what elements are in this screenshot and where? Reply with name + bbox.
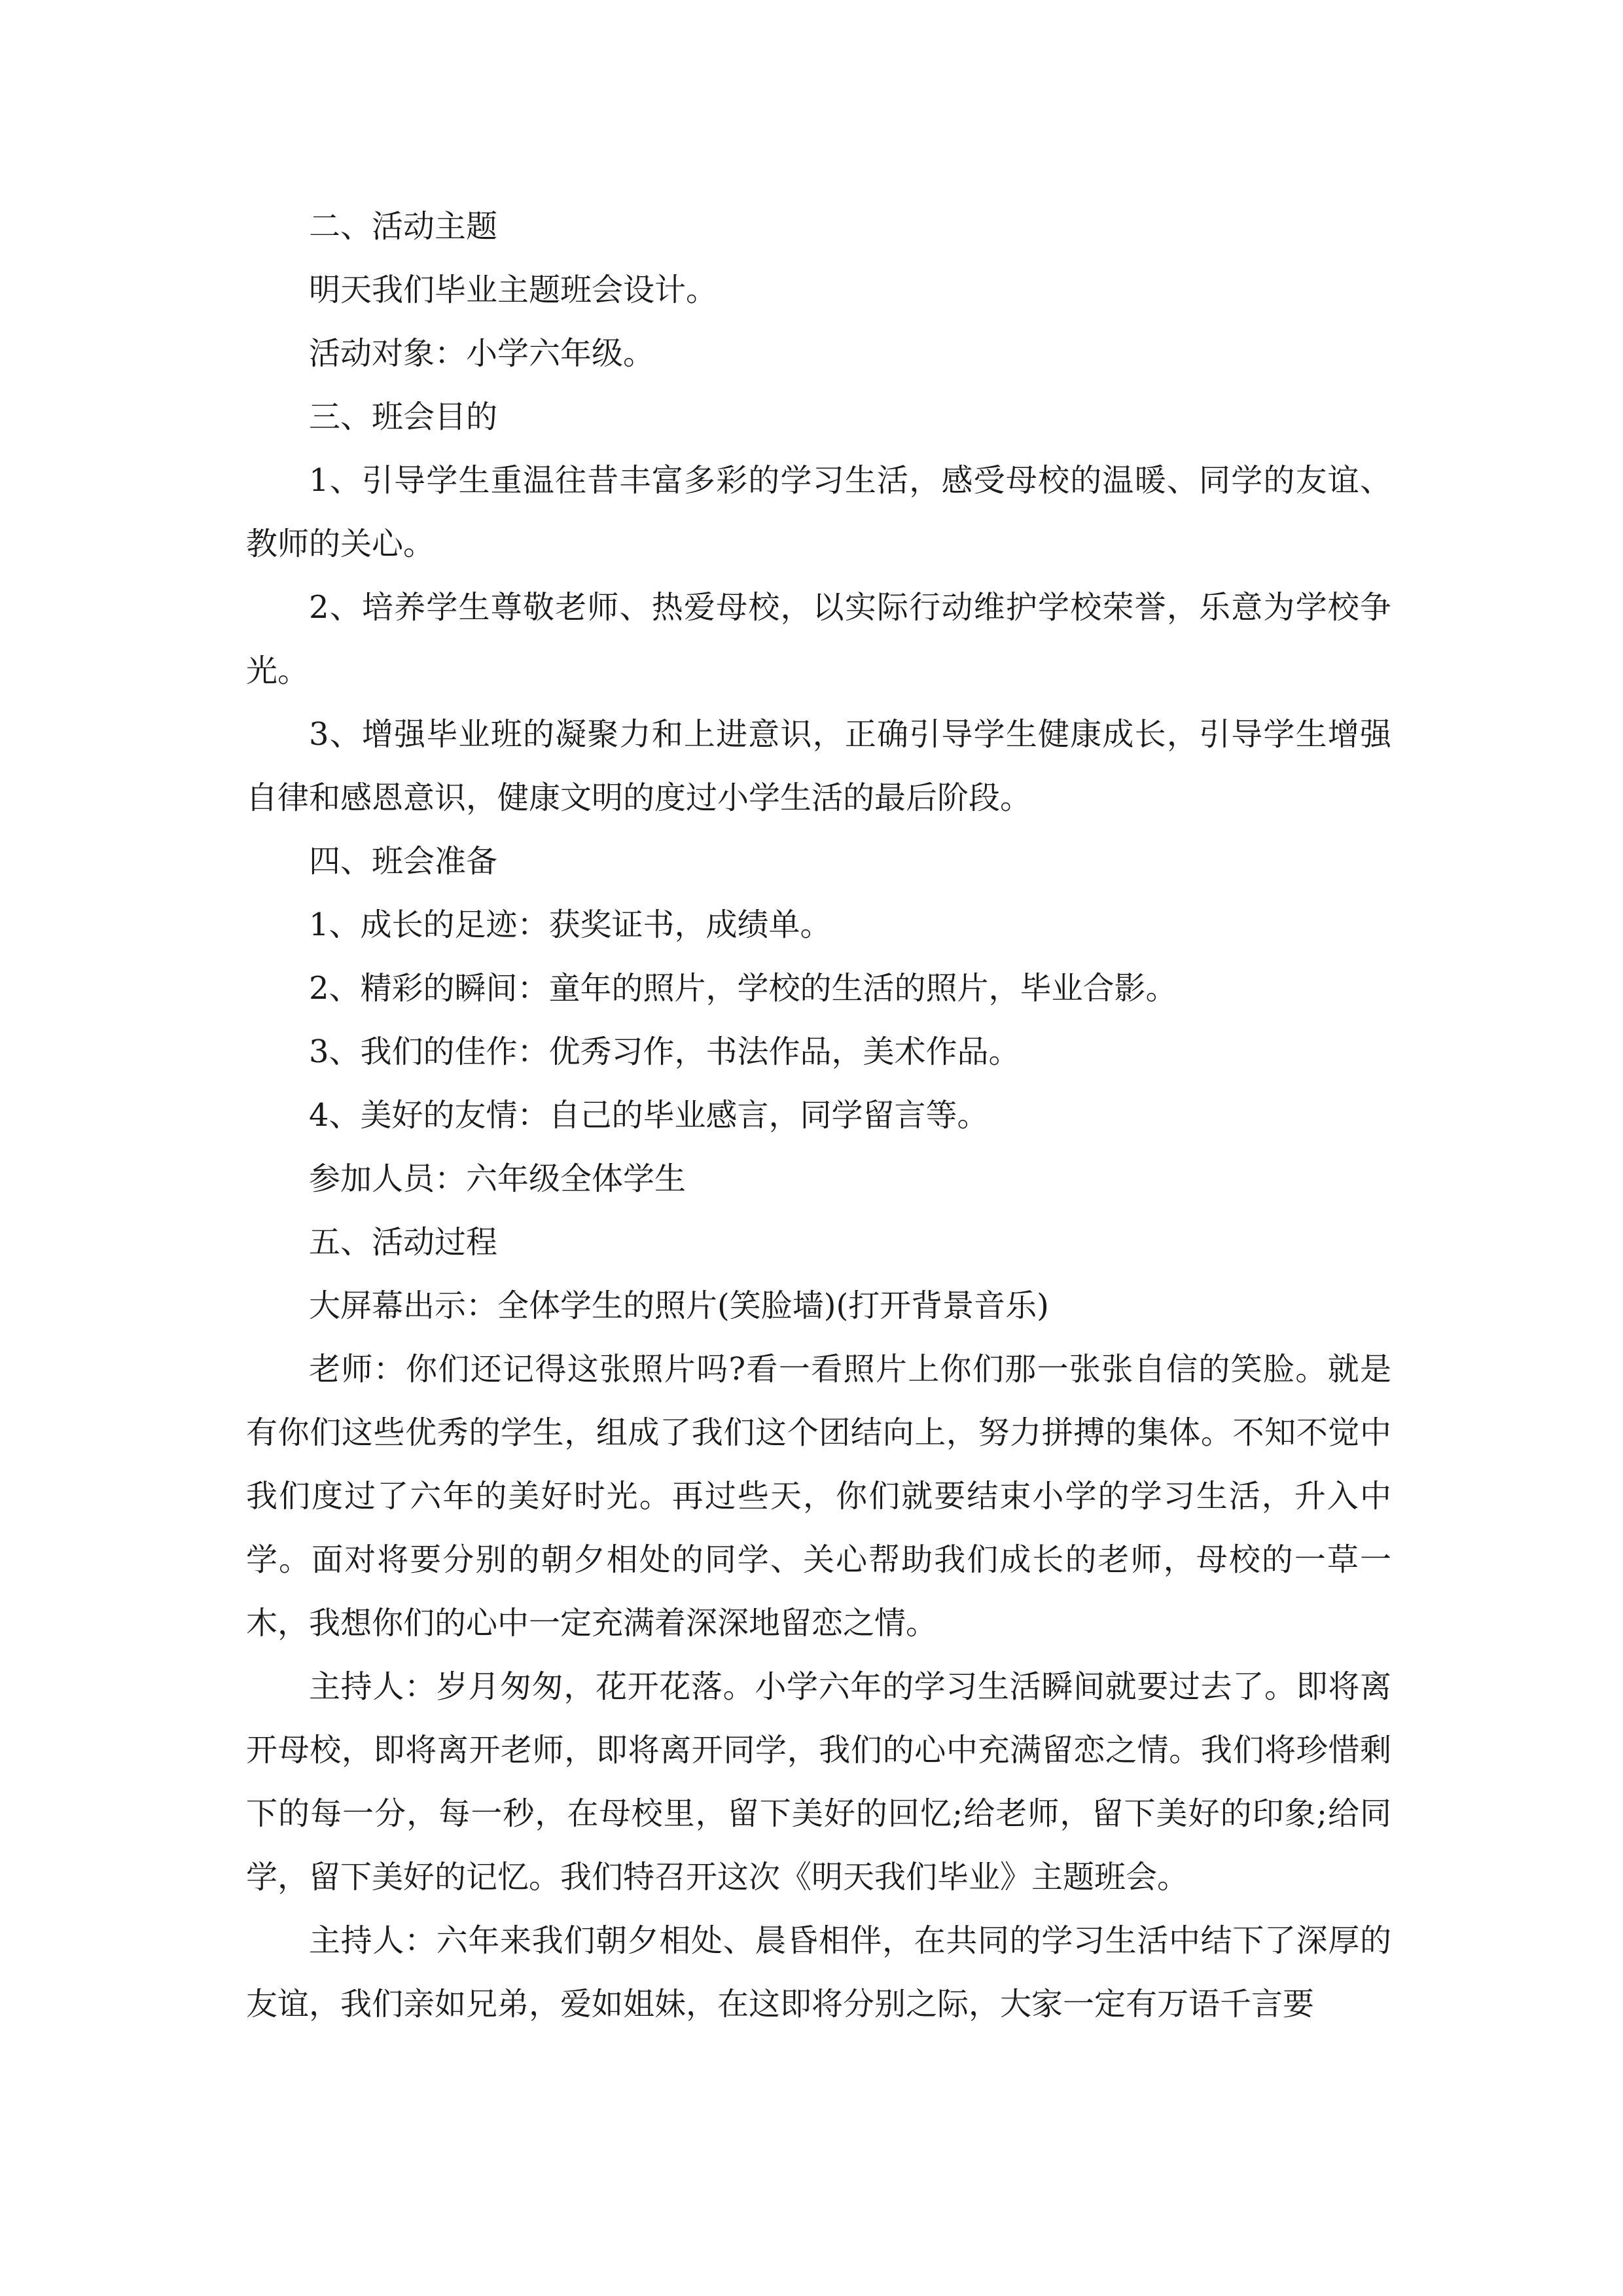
- section-heading-process: 五、活动过程: [309, 1224, 498, 1261]
- paragraph-target-audience: 活动对象：小学六年级。: [309, 335, 655, 372]
- paragraph-preparation-4: 4、美好的友情：自己的毕业感言，同学留言等。: [309, 1097, 989, 1134]
- section-heading-activity-theme: 二、活动主题: [309, 208, 498, 245]
- section-heading-preparation: 四、班会准备: [309, 843, 498, 880]
- paragraph-participants: 参加人员：六年级全体学生: [309, 1160, 687, 1197]
- paragraph-teacher-speech: 老师：你们还记得这张照片吗?看一看照片上你们那一张张自信的笑脸。就是有你们这些优秀的学生，组成了我们这个团结向上，努力拼搏的集体。不知不觉中我们度过了六年的美好时光。再过些天，你们就要结束小学的学习生活，升入中学。面对将要分别的朝夕相处的同学、关心帮助我们成长的老师，母校的一草一木，我想你们的心中一定充满着深深地留恋之情。: [246, 1351, 1391, 1641]
- paragraph-purpose-2: 2、培养学生尊敬老师、热爱母校，以实际行动维护学校荣誉，乐意为学校争光。: [246, 589, 1391, 689]
- paragraph-screen-display: 大屏幕出示：全体学生的照片(笑脸墙)(打开背景音乐): [309, 1287, 1049, 1324]
- paragraph-host-speech-1: 主持人：岁月匆匆，花开花落。小学六年的学习生活瞬间就要过去了。即将离开母校，即将离开老师，即将离开同学，我们的心中充满留恋之情。我们将珍惜剩下的每一分，每一秒，在母校里，留下美好的回忆;给老师，留下美好的印象;给同学，留下美好的记忆。我们特召开这次《明天我们毕业》主题班会。: [246, 1668, 1391, 1895]
- paragraph-host-speech-2: 主持人：六年来我们朝夕相处、晨昏相伴，在共同的学习生活中结下了深厚的友谊，我们亲如兄弟，爱如姐妹，在这即将分别之际，大家一定有万语千言要: [246, 1922, 1391, 2022]
- paragraph-preparation-2: 2、精彩的瞬间：童年的照片，学校的生活的照片，毕业合影。: [309, 970, 1177, 1007]
- document-body: [246, 195, 1391, 2036]
- paragraph-preparation-1: 1、成长的足迹：获奖证书，成绩单。: [309, 906, 832, 943]
- paragraph-preparation-3: 3、我们的佳作：优秀习作，书法作品，美术作品。: [309, 1033, 1020, 1070]
- paragraph-purpose-3: 3、增强毕业班的凝聚力和上进意识，正确引导学生健康成长，引导学生增强自律和感恩意识，健康文明的度过小学生活的最后阶段。: [246, 716, 1391, 816]
- paragraph-purpose-1: 1、引导学生重温往昔丰富多彩的学习生活，感受母校的温暖、同学的友谊、教师的关心。: [246, 462, 1391, 562]
- paragraph-theme-title: 明天我们毕业主题班会设计。: [309, 272, 718, 308]
- section-heading-purpose: 三、班会目的: [309, 399, 498, 435]
